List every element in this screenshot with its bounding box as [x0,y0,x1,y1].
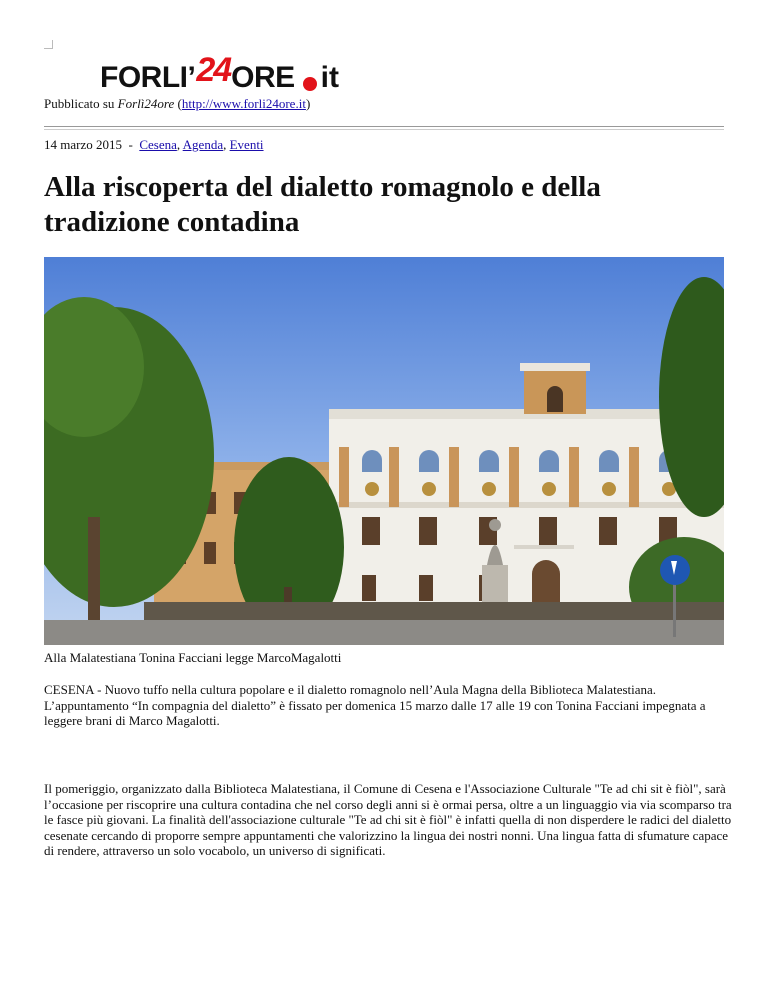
article-paragraph-1: CESENA - Nuovo tuffo nella cultura popolare e il dialetto romagnolo nell’Aula Magna della Biblioteca Malatestiana. L’appuntamento “In compagnia del dialetto” è fissato per domenica 15 marzo dalle 17 alle 19 con Tonina Facciani impegnata a leggere brani di Marco Magalotti. [44,682,706,728]
article-meta: 14 marzo 2015 - Cesena, Agenda, Eventi [44,137,264,152]
category-link-eventi[interactable]: Eventi [229,137,264,152]
article-title: Alla riscoperta del dialetto romagnolo e della tradizione contadina [44,171,601,238]
site-logo[interactable] [100,45,339,93]
published-prefix: Pubblicato su [44,96,118,111]
logo-number: 24 [196,51,231,89]
article-image [44,257,724,645]
image-caption: Alla Malatestiana Tonina Facciani legge MarcoMagalotti [44,650,342,665]
logo-dot-icon [303,77,317,91]
logo-tld: it [320,61,339,94]
header-divider [44,126,724,130]
logo-suffix: ORE [231,61,295,94]
category-link-agenda[interactable]: Agenda [182,137,224,152]
published-line [44,96,310,112]
article-date: 14 marzo 2015 [44,137,122,152]
article-paragraph-2: Il pomeriggio, organizzato dalla Biblioteca Malatestiana, il Comune di Cesena e l'Associazione Culturale "Te ad chi sit è fiòl", sarà l’occasione per riscoprire una cultura contadina che nel corso degli anni si è ormai persa, oltre a un linguaggio via via scomparso tra le fasce più giovani. La finalità dell'associazione culturale "Te ad chi sit è fiòl" è infatti quella di non disperdere le radici del dialetto cesenate cercando di proporre sempre appuntamenti che valorizzino la lingua dei nostri nonni. Una lingua fatta di sfumature capace di rendere, attraverso un solo vocabolo, un universo di significati. [44,781,732,858]
published-site: Forlì24ore [117,96,175,111]
published-paren-open: ( [174,96,182,111]
published-paren-close: ) [305,96,311,111]
corner-crop-mark [44,40,53,49]
date-separator: - [128,137,133,152]
site-url-link[interactable]: http://www.forli24ore.it [181,96,306,111]
logo-name: FORLI’ [100,61,196,94]
category-link-cesena[interactable]: Cesena [139,137,177,152]
